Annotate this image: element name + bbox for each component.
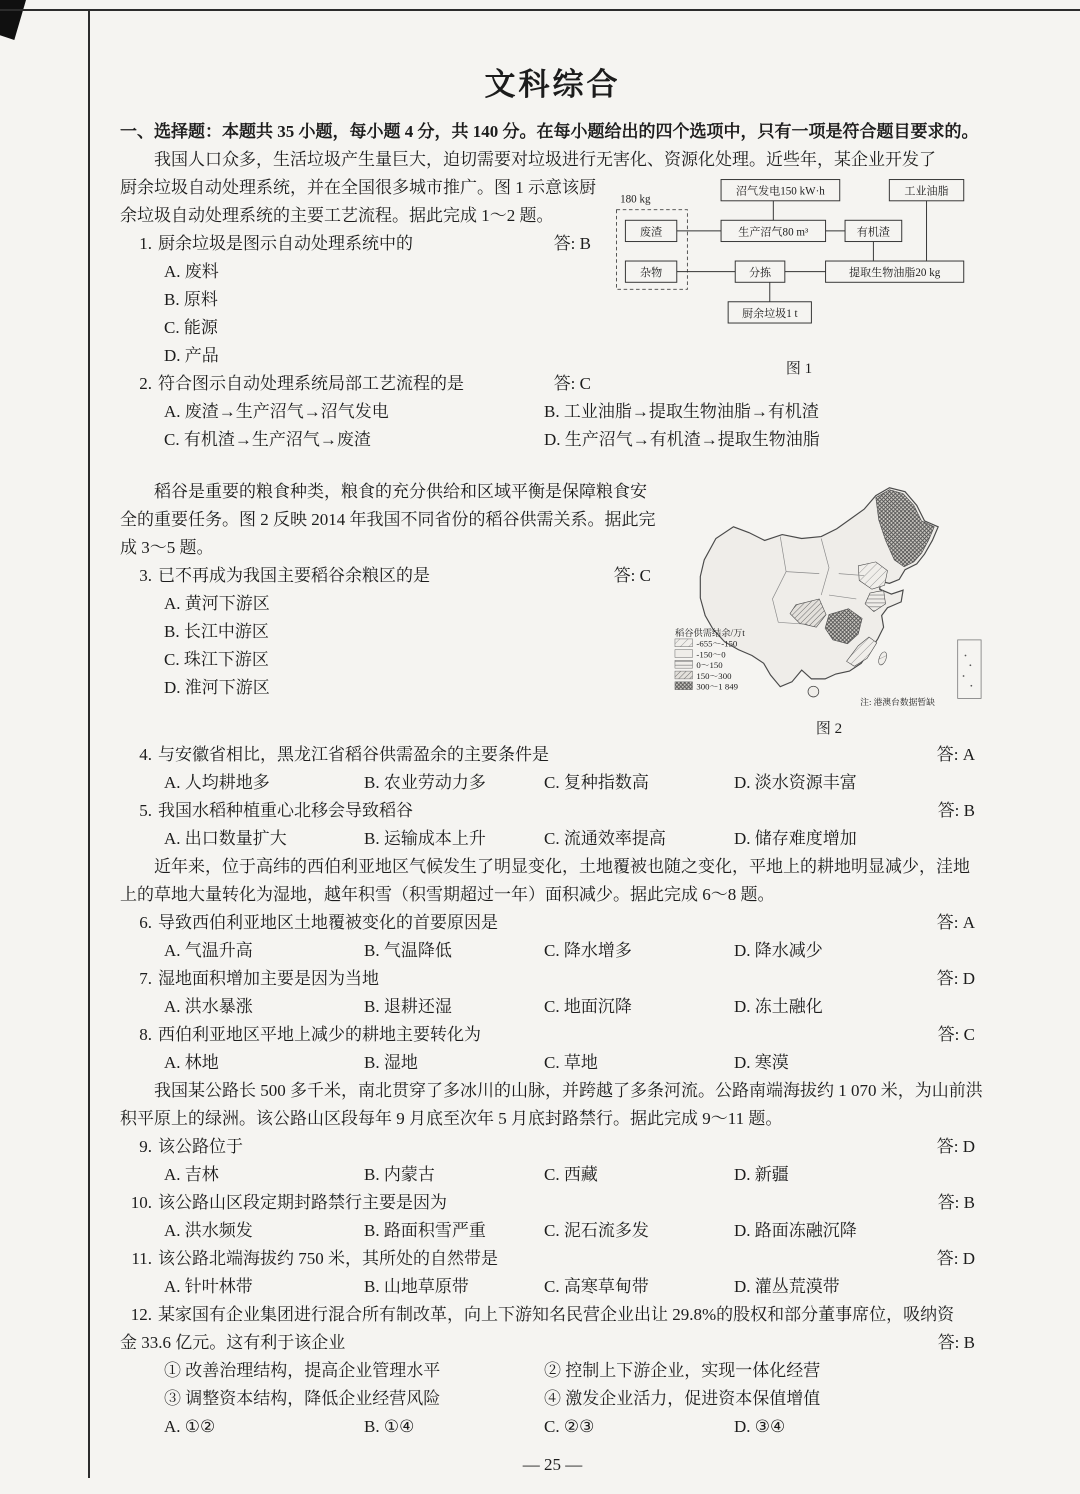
question-9-options <box>120 1161 985 1189</box>
question-8-stem: 西伯利亚地区平地上减少的耕地主要转化为 <box>158 1025 481 1045</box>
question-12-stem-line1: 某家国有企业集团进行混合所有制改革，向上下游知名民营企业出让 29.8%的股权和部分董事席位，吸纳资 <box>158 1305 955 1325</box>
question-11-option-c: C. 高寒草甸带 <box>544 1277 649 1297</box>
question-9-number: 9. <box>139 1137 152 1157</box>
question-1-stem: 厨余垃圾是图示自动处理系统中的 <box>158 234 413 253</box>
question-1-number: 1. <box>139 234 152 253</box>
question-11-option-b: B. 山地草原带 <box>364 1277 469 1297</box>
question-5-answer: 答: B <box>937 801 975 821</box>
question-6-options <box>120 937 985 965</box>
page-content <box>120 64 985 1479</box>
question-4 <box>120 741 985 769</box>
question-12-option-c: C. ②③ <box>544 1417 595 1437</box>
question-7 <box>120 965 985 993</box>
question-5 <box>120 797 985 825</box>
question-8-options <box>120 1049 985 1077</box>
left-rule <box>88 9 90 1478</box>
question-10-option-b: B. 路面积雪严重 <box>364 1221 486 1241</box>
question-3-option-b: B. 长江中游区 <box>164 622 269 641</box>
question-9-option-a: A. 吉林 <box>164 1165 219 1185</box>
question-7-option-c: C. 地面沉降 <box>544 997 632 1017</box>
figure-1-flowchart <box>613 176 985 350</box>
legend-title: 稻谷供需结余/万t <box>674 628 745 639</box>
question-12-number: 12. <box>130 1305 152 1325</box>
passage-1-line1: 我国人口众多，生活垃圾产生量巨大，迫切需要对垃圾进行无害化、资源化处理。近些年，某企业开发了 <box>154 150 936 169</box>
question-1 <box>120 230 601 258</box>
question-6-answer: 答: A <box>936 913 975 933</box>
question-3-stem: 已不再成为我国主要稻谷余粮区的是 <box>158 566 430 585</box>
question-2-stem: 符合图示自动处理系统局部工艺流程的是 <box>158 374 464 393</box>
passage-4: 我国某公路长 500 多千米，南北贯穿了多冰川的山脉，并跨越了多条河流。公路南端海拔约 1 070 米，为山前洪积平原上的绿洲。该公路山区段每年 9 月底至次年 5 月底封路禁行。据此完成 9～11 题。 <box>120 1081 983 1129</box>
flow-label-kitchen-waste: 厨余垃圾1 t <box>741 307 798 320</box>
question-1-option-d: D. 产品 <box>164 346 219 365</box>
question-8-option-c: C. 草地 <box>544 1053 598 1073</box>
question-6 <box>120 909 985 937</box>
question-10-stem: 该公路山区段定期封路禁行主要是因为 <box>158 1193 447 1213</box>
south-china-sea-inset <box>958 640 981 698</box>
question-5-option-a: A. 出口数量扩大 <box>164 829 287 849</box>
question-4-stem: 与安徽省相比，黑龙江省稻谷供需盈余的主要条件是 <box>158 745 549 765</box>
flow-label-sorting: 分拣 <box>748 267 772 280</box>
question-2-option-b: B. 工业油脂→提取生物油脂→有机渣 <box>544 402 819 421</box>
scan-corner-mark <box>0 0 26 40</box>
question-2-option-d: D. 生产沼气→有机渣→提取生物油脂 <box>544 430 820 449</box>
question-4-answer: 答: A <box>936 745 975 765</box>
question-7-number: 7. <box>139 969 152 989</box>
question-9 <box>120 1133 985 1161</box>
flow-label-industrial-grease: 工业油脂 <box>904 185 949 198</box>
question-11-answer: 答: D <box>936 1249 975 1269</box>
question-7-option-d: D. 冻土融化 <box>734 997 823 1017</box>
question-6-option-b: B. 气温降低 <box>364 941 452 961</box>
question-8-number: 8. <box>139 1025 152 1045</box>
question-4-option-c: C. 复种指数高 <box>544 773 649 793</box>
flow-label-sundries: 杂物 <box>640 267 663 280</box>
question-12-answer: 答: B <box>937 1333 975 1353</box>
question-12-line2 <box>120 1329 985 1357</box>
question-7-options <box>120 993 985 1021</box>
figure-2 <box>673 480 985 739</box>
section-header: 一、选择题：本题共 35 小题，每小题 4 分，共 140 分。在每小题给出的四个选项中，只有一项是符合题目要求的。 <box>120 122 979 141</box>
question-2 <box>120 370 601 398</box>
question-6-stem: 导致西伯利亚地区土地覆被变化的首要原因是 <box>158 913 498 933</box>
question-2-option-a: A. 废渣→生产沼气→沼气发电 <box>164 402 389 421</box>
question-12-statement-3: ③ 调整资本结构，降低企业经营风险 <box>164 1389 441 1409</box>
question-3-number: 3. <box>139 566 152 585</box>
question-8-option-d: D. 寒漠 <box>734 1053 789 1073</box>
question-10-answer: 答: B <box>937 1193 975 1213</box>
question-11-options <box>120 1273 985 1301</box>
question-3-option-a: A. 黄河下游区 <box>164 594 270 613</box>
question-10-option-d: D. 路面冻融沉降 <box>734 1221 857 1241</box>
question-2-option-c: C. 有机渣→生产沼气→废渣 <box>164 430 371 449</box>
question-3-answer: 答: C <box>613 566 651 585</box>
flow-label-organic-residue: 有机渣 <box>856 226 890 239</box>
question-1-answer: 答: B <box>553 234 591 253</box>
question-12-options <box>120 1413 985 1441</box>
flow-label-biogas-production: 生产沼气80 m³ <box>738 226 809 239</box>
figure-2-china-map <box>673 480 985 710</box>
question-12-statement-2: ② 控制上下游企业，实现一体化经营 <box>544 1361 821 1381</box>
question-12-statement-4: ④ 激发企业活力，促进资本保值增值 <box>544 1389 821 1409</box>
page-title: 文科综合 <box>484 67 621 102</box>
flow-connectors <box>677 201 927 302</box>
passage-2: 稻谷是重要的粮食种类，粮食的充分供给和区域平衡是保障粮食安全的重要任务。图 2 反映 2014 年我国不同省份的稻谷供需关系。据此完成 3～5 题。 <box>120 482 656 557</box>
flow-weight-label: 180 kg <box>620 193 651 206</box>
question-7-answer: 答: D <box>936 969 975 989</box>
flow-label-waste-residue: 废渣 <box>640 226 663 239</box>
passage-1-rest: 厨余垃圾自动处理系统，并在全国很多城市推广。图 1 示意该厨余垃圾自动处理系统的主要工艺流程。据此完成 1～2 题。 <box>120 178 596 225</box>
question-8 <box>120 1021 985 1049</box>
question-8-answer: 答: C <box>937 1025 975 1045</box>
question-11-option-d: D. 灌丛荒漠带 <box>734 1277 840 1297</box>
question-9-option-c: C. 西藏 <box>544 1165 598 1185</box>
question-3-option-c: C. 珠江下游区 <box>164 650 269 669</box>
legend-item-3: 0～150 <box>696 660 723 671</box>
question-4-option-b: B. 农业劳动力多 <box>364 773 486 793</box>
question-4-number: 4. <box>139 745 152 765</box>
question-7-option-a: A. 洪水暴涨 <box>164 997 253 1017</box>
flow-label-biogas-power: 沼气发电150 kW·h <box>736 185 825 198</box>
passage-3: 近年来，位于高纬的西伯利亚地区气候发生了明显变化，土地覆被也随之变化，平地上的耕地明显减少，洼地上的草地大量转化为湿地，越年积雪（积雪期超过一年）面积减少。据此完成 6～8 题。 <box>120 857 970 905</box>
question-5-stem: 我国水稻种植重心北移会导致稻谷 <box>158 801 413 821</box>
question-9-option-b: B. 内蒙古 <box>364 1165 435 1185</box>
question-6-number: 6. <box>139 913 152 933</box>
question-2-options-row2 <box>120 426 985 454</box>
question-8-option-a: A. 林地 <box>164 1053 219 1073</box>
question-3 <box>120 562 661 590</box>
question-5-options <box>120 825 985 853</box>
question-6-option-d: D. 降水减少 <box>734 941 823 961</box>
question-3-option-d: D. 淮河下游区 <box>164 678 270 697</box>
legend-item-1: -655～-150 <box>696 638 738 649</box>
taiwan-island <box>877 651 888 666</box>
question-6-option-a: A. 气温升高 <box>164 941 253 961</box>
question-10-number: 10. <box>130 1193 152 1213</box>
question-10 <box>120 1189 985 1217</box>
question-11-stem: 该公路北端海拔约 750 米，其所处的自然带是 <box>158 1249 498 1269</box>
question-9-answer: 答: D <box>936 1137 975 1157</box>
question-2-options-row1 <box>120 398 985 426</box>
question-12-statement-1: ① 改善治理结构，提高企业管理水平 <box>164 1361 441 1381</box>
question-6-option-c: C. 降水增多 <box>544 941 632 961</box>
legend-item-2: -150～0 <box>696 649 726 660</box>
question-5-option-d: D. 储存难度增加 <box>734 829 857 849</box>
china-map-body <box>700 488 938 697</box>
question-1-option-a: A. 废料 <box>164 262 219 281</box>
legend-item-5: 300～1 849 <box>696 681 739 692</box>
question-11 <box>120 1245 985 1273</box>
question-8-option-b: B. 湿地 <box>364 1053 418 1073</box>
legend-item-4: 150～300 <box>696 670 732 681</box>
question-11-number: 11. <box>131 1249 152 1269</box>
flow-label-bio-oil-extraction: 提取生物油脂20 kg <box>849 267 941 280</box>
question-9-stem: 该公路位于 <box>158 1137 243 1157</box>
question-4-option-a: A. 人均耕地多 <box>164 773 270 793</box>
top-rule <box>0 9 1080 11</box>
question-2-answer: 答: C <box>553 374 591 393</box>
question-2-number: 2. <box>139 374 152 393</box>
question-12-stem-line2: 金 33.6 亿元。这有利于该企业 <box>120 1333 346 1353</box>
question-1-option-c: C. 能源 <box>164 318 218 337</box>
question-12-statements-row1 <box>120 1357 985 1385</box>
question-12-option-a: A. ①② <box>164 1417 216 1437</box>
question-4-options <box>120 769 985 797</box>
hainan-island <box>808 686 819 697</box>
map-note: 注: 港澳台数据暂缺 <box>860 697 935 708</box>
question-7-option-b: B. 退耕还湿 <box>364 997 452 1017</box>
question-10-option-a: A. 洪水频发 <box>164 1221 253 1241</box>
question-7-stem: 湿地面积增加主要是因为当地 <box>158 969 379 989</box>
question-12-option-d: D. ③④ <box>734 1417 786 1437</box>
question-10-options <box>120 1217 985 1245</box>
figure-1 <box>613 176 985 379</box>
question-11-option-a: A. 针叶林带 <box>164 1277 253 1297</box>
question-9-option-d: D. 新疆 <box>734 1165 789 1185</box>
question-1-option-b: B. 原料 <box>164 290 218 309</box>
question-5-number: 5. <box>139 801 152 821</box>
question-12-line1 <box>120 1301 985 1329</box>
question-5-option-b: B. 运输成本上升 <box>364 829 486 849</box>
page-number: — 25 — <box>522 1455 583 1475</box>
question-12-option-b: B. ①④ <box>364 1417 415 1437</box>
question-5-option-c: C. 流通效率提高 <box>544 829 666 849</box>
figure-2-caption: 图 2 <box>815 721 843 738</box>
question-4-option-d: D. 淡水资源丰富 <box>734 773 857 793</box>
question-10-option-c: C. 泥石流多发 <box>544 1221 649 1241</box>
question-12-statements-row2 <box>120 1385 985 1413</box>
figure-1-caption: 图 1 <box>785 360 813 377</box>
